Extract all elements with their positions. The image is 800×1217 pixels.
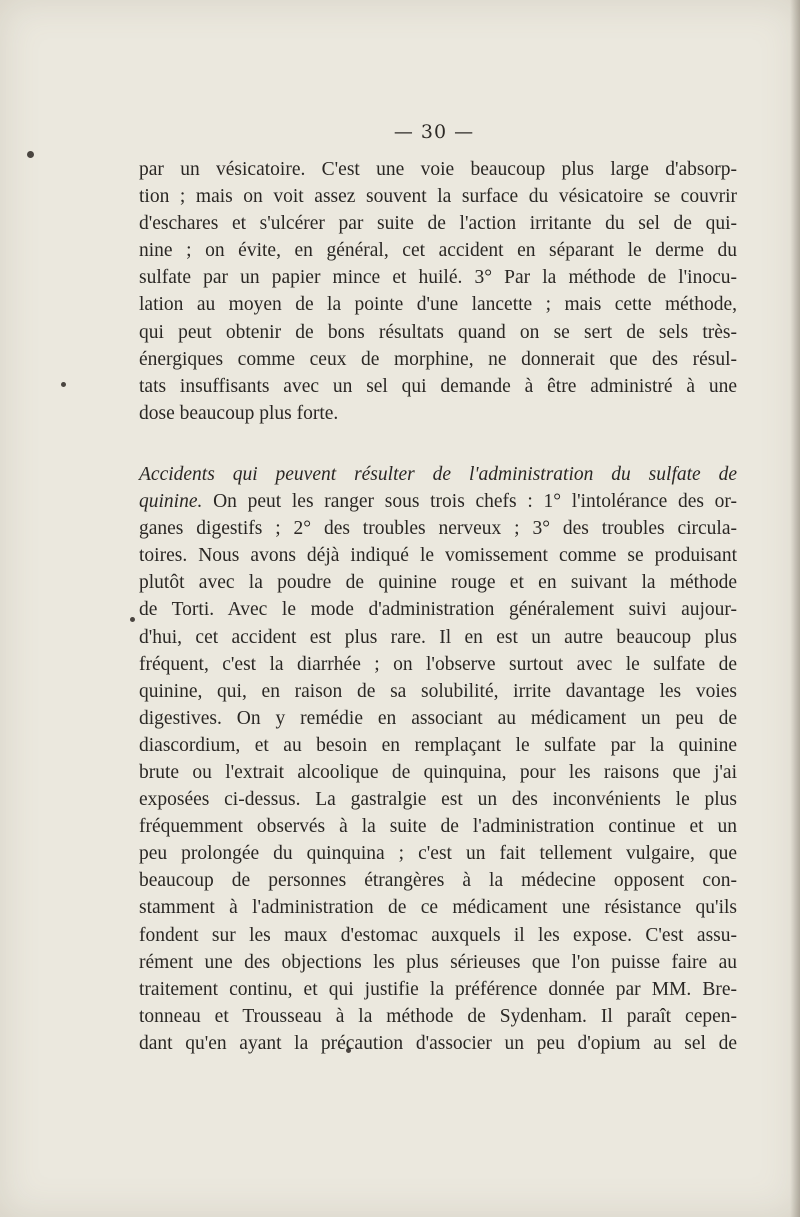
text-line: stamment à l'administration de ce médicament une résistance qu'ils	[139, 897, 737, 919]
text-line: toires. Nous avons déjà indiqué le vomissement comme se produisant	[139, 545, 737, 567]
text-line: lation au moyen de la pointe d'une lancette ; mais cette méthode,	[139, 294, 737, 316]
page-number: — 30 —	[393, 121, 475, 143]
ink-speck	[61, 382, 66, 387]
text-line: digestives. On y remédie en associant au médicament un peu de	[139, 707, 737, 729]
page-edge-shadow	[790, 0, 800, 1217]
text-line: par un vésicatoire. C'est une voie beaucoup plus large d'absorp-	[139, 159, 737, 180]
paragraph-2	[139, 461, 737, 1057]
text-line: tats insuffisants avec un sel qui demande à être administré à une	[139, 375, 737, 397]
paragraph-1	[139, 156, 737, 427]
text-line: d'eschares et s'ulcérer par suite de l'action irritante du sel de qui-	[139, 213, 737, 235]
text-line: qui peut obtenir de bons résultats quand on se sert de sels très-	[139, 321, 737, 343]
paragraph-gap	[139, 427, 737, 461]
text-line: plutôt avec la poudre de quinine rouge et en suivant la méthode	[139, 572, 737, 594]
text-line: nine ; on évite, en général, cet accident en séparant le derme du	[139, 240, 737, 262]
section-heading-end: quinine.	[139, 491, 203, 513]
text-line: de Torti. Avec le mode d'administration généralement suivi aujour-	[139, 599, 737, 621]
text-line: brute ou l'extrait alcoolique de quinquina, pour les raisons que j'ai	[139, 761, 737, 783]
text-line: fréquemment observés à la suite de l'administration continue et un	[139, 816, 737, 838]
text-line: fréquent, c'est la diarrhée ; on l'observe surtout avec le sulfate de	[139, 653, 737, 675]
text-line: fondent sur les maux d'estomac auxquels il les expose. C'est assu-	[139, 924, 737, 946]
text-line: dose beaucoup plus forte.	[139, 402, 339, 424]
body-text	[139, 156, 737, 1057]
text-line: peu prolongée du quinquina ; c'est un fait tellement vulgaire, que	[139, 843, 737, 865]
text-line: beaucoup de personnes étrangères à la médecine opposent con-	[139, 870, 737, 892]
text-line: rément une des objections les plus sérieuses que l'on puisse faire au	[139, 951, 737, 973]
text-line: exposées ci-dessus. La gastralgie est un des inconvénients le plus	[139, 789, 737, 811]
text-line: tonneau et Trousseau à la méthode de Sydenham. Il paraît cepen-	[139, 1005, 737, 1027]
ink-speck	[130, 617, 135, 622]
ink-speck	[27, 151, 34, 158]
text-line: dant qu'en ayant la précaution d'associer un peu d'opium au sel de	[139, 1032, 737, 1054]
text-line: diascordium, et au besoin en remplaçant le sulfate par la quinine	[139, 734, 737, 756]
text-line: énergiques comme ceux de morphine, ne donnerait que des résul-	[139, 348, 737, 370]
section-heading: Accidents qui peuvent résulter de l'administration du sulfate de	[139, 463, 737, 485]
text-line	[139, 488, 737, 515]
text-line: sulfate par un papier mince et huilé. 3° Par la méthode de l'inocu-	[139, 267, 737, 289]
text-line: quinine, qui, en raison de sa solubilité, irrite davantage les voies	[139, 680, 737, 702]
text-line: ganes digestifs ; 2° des troubles nerveux ; 3° des troubles circula-	[139, 518, 737, 540]
text-line: d'hui, cet accident est plus rare. Il en est un autre beaucoup plus	[139, 626, 737, 648]
text-line: tion ; mais on voit assez souvent la surface du vésicatoire se couvrir	[139, 186, 737, 208]
text-segment: On peut les ranger sous trois chefs : 1° l'intolérance des or-	[202, 491, 737, 513]
text-line: traitement continu, et qui justifie la préférence donnée par MM. Bre-	[139, 978, 737, 1000]
